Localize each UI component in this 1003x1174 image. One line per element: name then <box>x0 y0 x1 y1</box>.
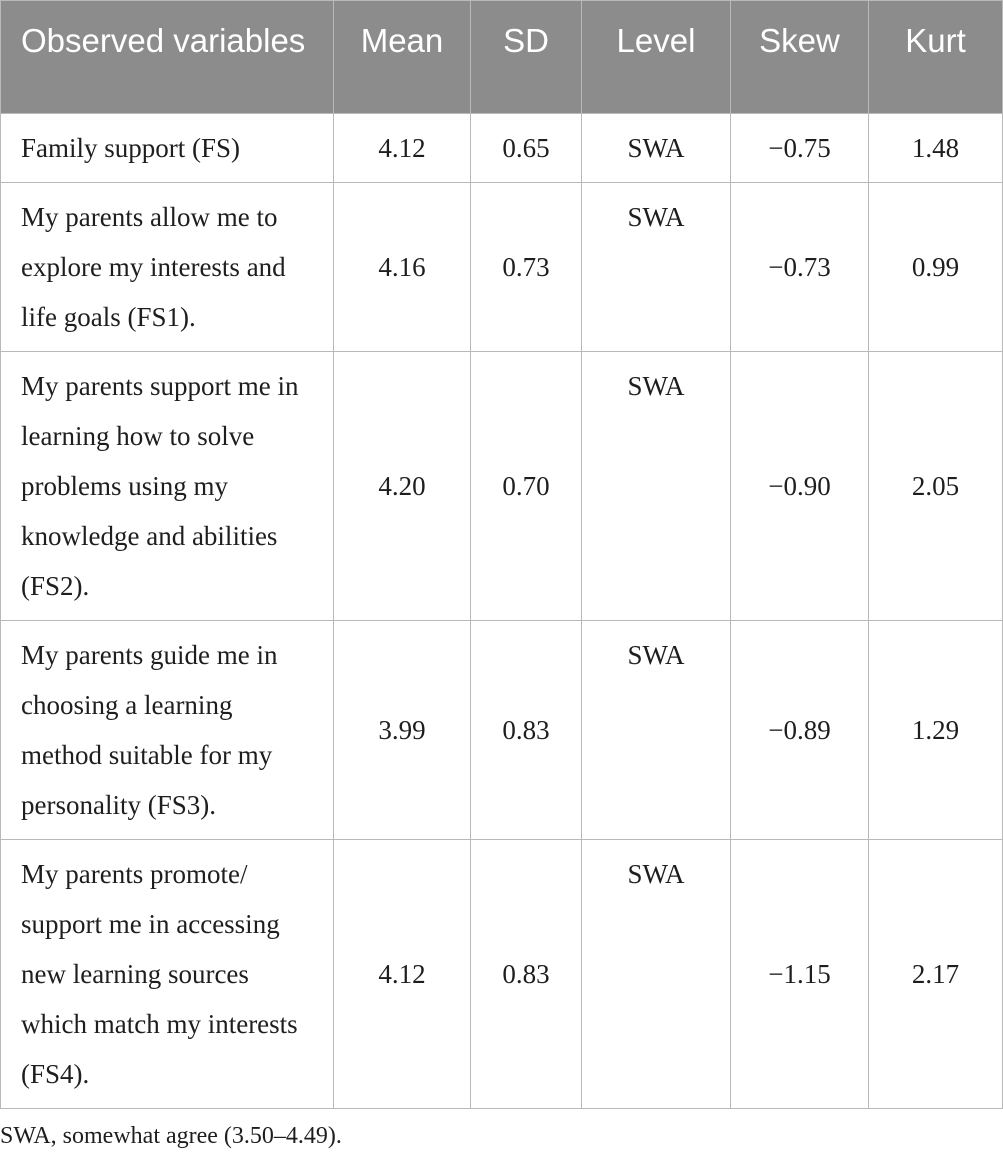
header-level: Level <box>582 1 731 114</box>
variable-cell: My parents allow me to explore my interests and life goals (FS1). <box>1 183 334 352</box>
table-row <box>1 621 1003 840</box>
kurt-cell: 1.29 <box>869 621 1003 840</box>
header-sd: SD <box>471 1 582 114</box>
sd-cell: 0.70 <box>471 352 582 621</box>
level-cell: SWA <box>582 840 731 1109</box>
header-kurt: Kurt <box>869 1 1003 114</box>
skew-cell: −0.75 <box>731 114 869 183</box>
variable-cell: My parents guide me in choosing a learning method suitable for my personality (FS3). <box>1 621 334 840</box>
sd-cell: 0.65 <box>471 114 582 183</box>
kurt-cell: 0.99 <box>869 183 1003 352</box>
mean-cell: 3.99 <box>334 621 471 840</box>
table-row <box>1 183 1003 352</box>
skew-cell: −0.73 <box>731 183 869 352</box>
sd-cell: 0.83 <box>471 621 582 840</box>
level-cell: SWA <box>582 352 731 621</box>
kurt-cell: 2.17 <box>869 840 1003 1109</box>
level-cell: SWA <box>582 114 731 183</box>
skew-cell: −0.89 <box>731 621 869 840</box>
header-skew: Skew <box>731 1 869 114</box>
mean-cell: 4.12 <box>334 114 471 183</box>
kurt-cell: 1.48 <box>869 114 1003 183</box>
skew-cell: −1.15 <box>731 840 869 1109</box>
table-row <box>1 352 1003 621</box>
mean-cell: 4.20 <box>334 352 471 621</box>
level-cell: SWA <box>582 183 731 352</box>
header-row <box>1 1 1003 114</box>
variable-cell: My parents support me in learning how to solve problems using my knowledge and abilities (FS2). <box>1 352 334 621</box>
variable-cell: My parents promote/ support me in accessing new learning sources which match my interests (FS4). <box>1 840 334 1109</box>
kurt-cell: 2.05 <box>869 352 1003 621</box>
table-footnote: SWA, somewhat agree (3.50–4.49). <box>0 1123 342 1149</box>
variable-cell: Family support (FS) <box>1 114 334 183</box>
header-observed-variables: Observed variables <box>1 1 334 114</box>
header-mean: Mean <box>334 1 471 114</box>
mean-cell: 4.12 <box>334 840 471 1109</box>
sd-cell: 0.73 <box>471 183 582 352</box>
mean-cell: 4.16 <box>334 183 471 352</box>
sd-cell: 0.83 <box>471 840 582 1109</box>
table-row <box>1 840 1003 1109</box>
table-row <box>1 114 1003 183</box>
level-cell: SWA <box>582 621 731 840</box>
skew-cell: −0.90 <box>731 352 869 621</box>
